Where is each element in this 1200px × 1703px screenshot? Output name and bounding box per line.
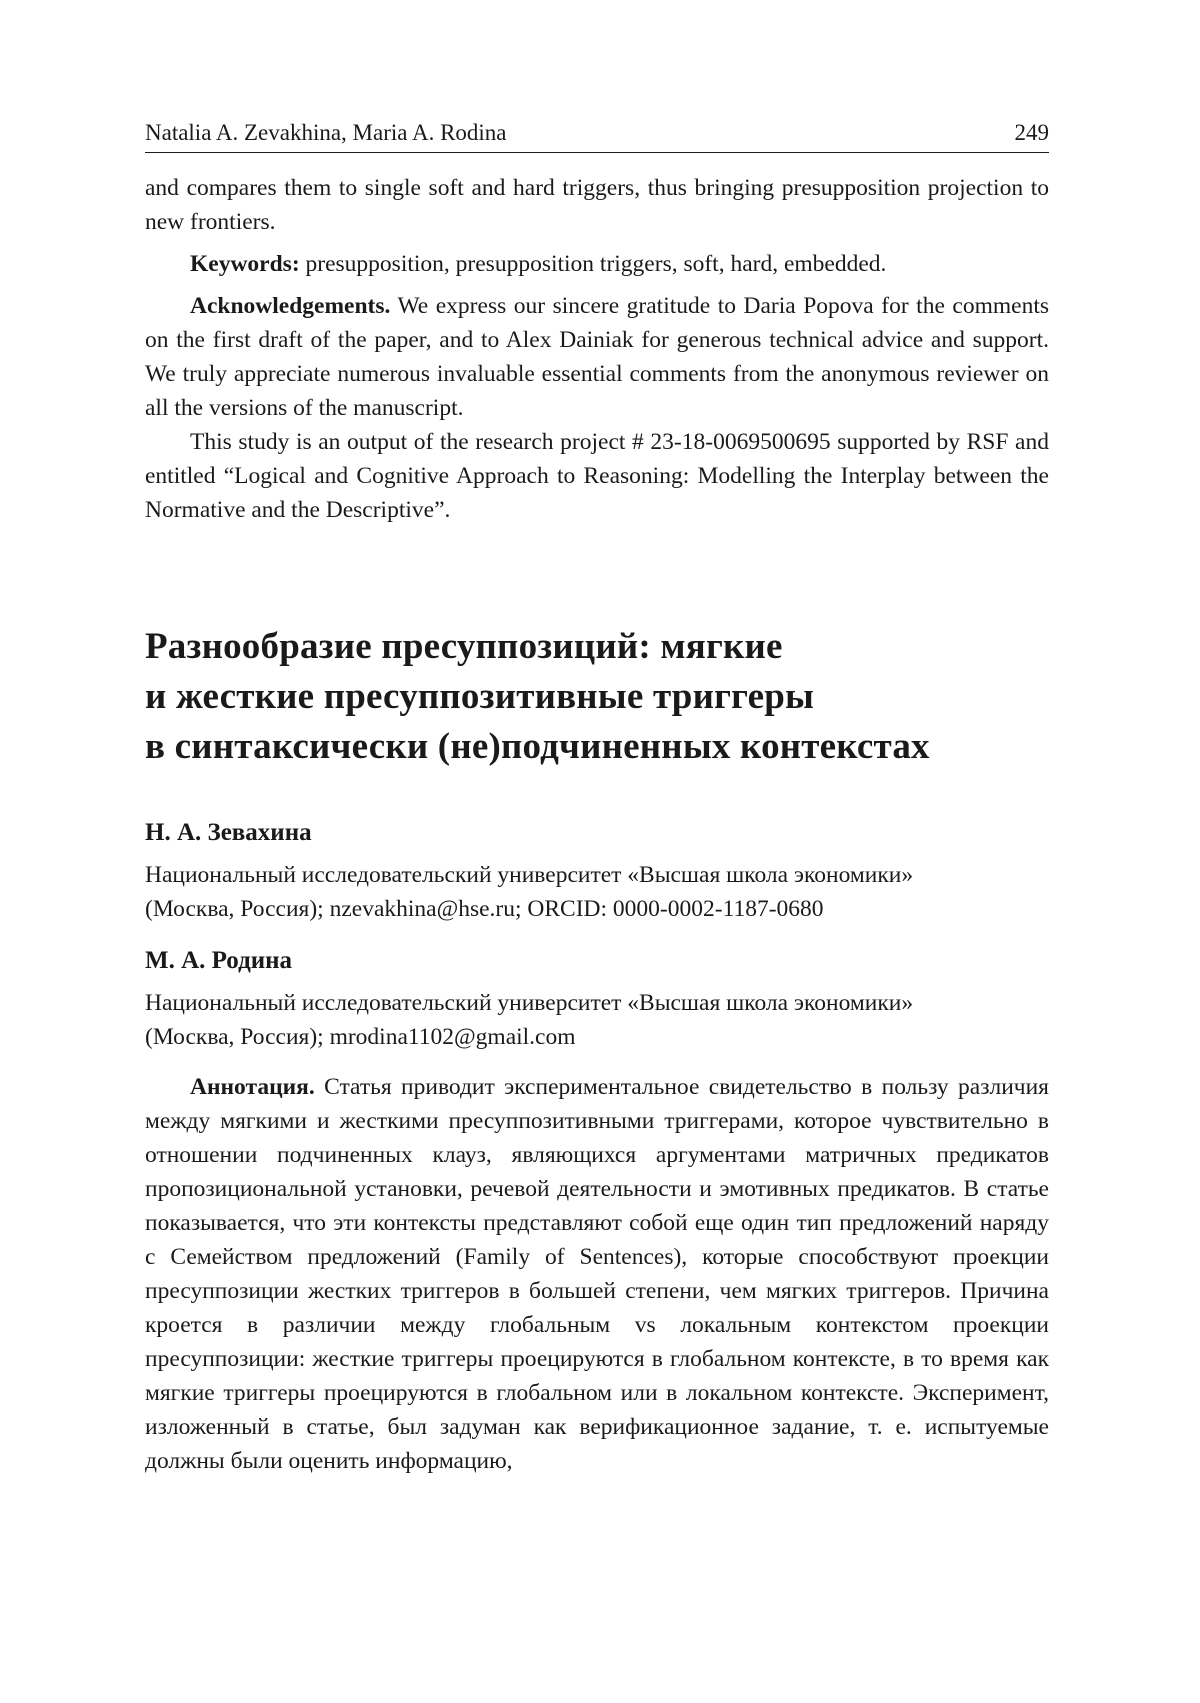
annotation-label: Аннотация.: [190, 1074, 315, 1100]
abstract-continuation: and compares them to single soft and hard triggers, thus bringing presupposition projection to new frontiers.: [145, 175, 1049, 235]
author-block-2: [145, 944, 1049, 1054]
keywords-text: presupposition, presupposition triggers, soft, hard, embedded.: [299, 251, 887, 277]
affiliation-line: Национальный исследовательский университет «Высшая школа экономики»: [145, 862, 914, 888]
russian-title: [145, 622, 1049, 772]
russian-title-line-2: и жесткие пресуппозитивные триггеры: [145, 676, 815, 717]
author-name: М. А. Родина: [145, 947, 293, 974]
author-name: Н. А. Зевахина: [145, 819, 312, 846]
affiliation-contact-line: (Москва, Россия); mrodina1102@gmail.com: [145, 1024, 576, 1050]
running-head-authors: Natalia A. Zevakhina, Maria A. Rodina: [145, 120, 507, 145]
annotation-text: Статья приводит экспериментальное свидетельство в пользу различия между мягкими и жесткими пресуппозитивными триггерами, которое чувствительно в отношении подчиненных клауз, являющихся аргументами матричных предикатов пропозициональной установки, речевой деятельности и эмотивных предикатов. В статье показывается, что эти контексты представляют собой еще один тип предложений наряду с Семейством предложений (Family of Sentences), которые способствуют проекции пресуппозиции жестких триггеров в большей степени, чем мягких триггеров. Причина кроется в различии между глобальным vs локальным контекстом проекции пресуппозиции: жесткие триггеры проецируются в глобальном контексте, в то время как мягкие триггеры проецируются в глобальном или в локальном контексте. Эксперимент, изложенный в статье, был задуман как верификационное задание, т. е. испытуемые должны были оценить информацию,: [145, 1074, 1049, 1474]
funding-paragraph: This study is an output of the research project # 23-18-0069500695 supported by RSF and entitled “Logical and Cognitive Approach to Reasoning: Modelling the Interplay between the Normative and the Descriptive”.: [145, 429, 1049, 523]
acknowledgements-label: Acknowledgements.: [190, 293, 391, 319]
page-content: [145, 118, 1049, 1478]
russian-title-line-3: в синтаксически (не)подчиненных контекстах: [145, 726, 930, 767]
author-affiliation: [145, 858, 1049, 926]
affiliation-contact-line: (Москва, Россия); nzevakhina@hse.ru; ORCID: 0000-0002-1187-0680: [145, 896, 824, 922]
keywords-label: Keywords:: [190, 251, 300, 277]
affiliation-line: Национальный исследовательский университет «Высшая школа экономики»: [145, 990, 914, 1016]
annotation-paragraph: [145, 1070, 1049, 1478]
russian-title-line-1: Разнообразие пресуппозиций: мягкие: [145, 626, 783, 667]
acknowledgements-paragraph: [145, 289, 1049, 425]
running-head: [145, 118, 1049, 153]
keywords-paragraph: [145, 247, 1049, 281]
author-block-1: [145, 816, 1049, 926]
page-number: 249: [1014, 120, 1049, 145]
author-affiliation: [145, 986, 1049, 1054]
acknowledgements-text: We express our sincere gratitude to Daria Popova for the comments on the first draft of the paper, and to Alex Dainiak for generous technical advice and support. We truly appreciate numerous invaluable essential comments from the anonymous reviewer on all the versions of the manuscript.: [145, 293, 1049, 421]
